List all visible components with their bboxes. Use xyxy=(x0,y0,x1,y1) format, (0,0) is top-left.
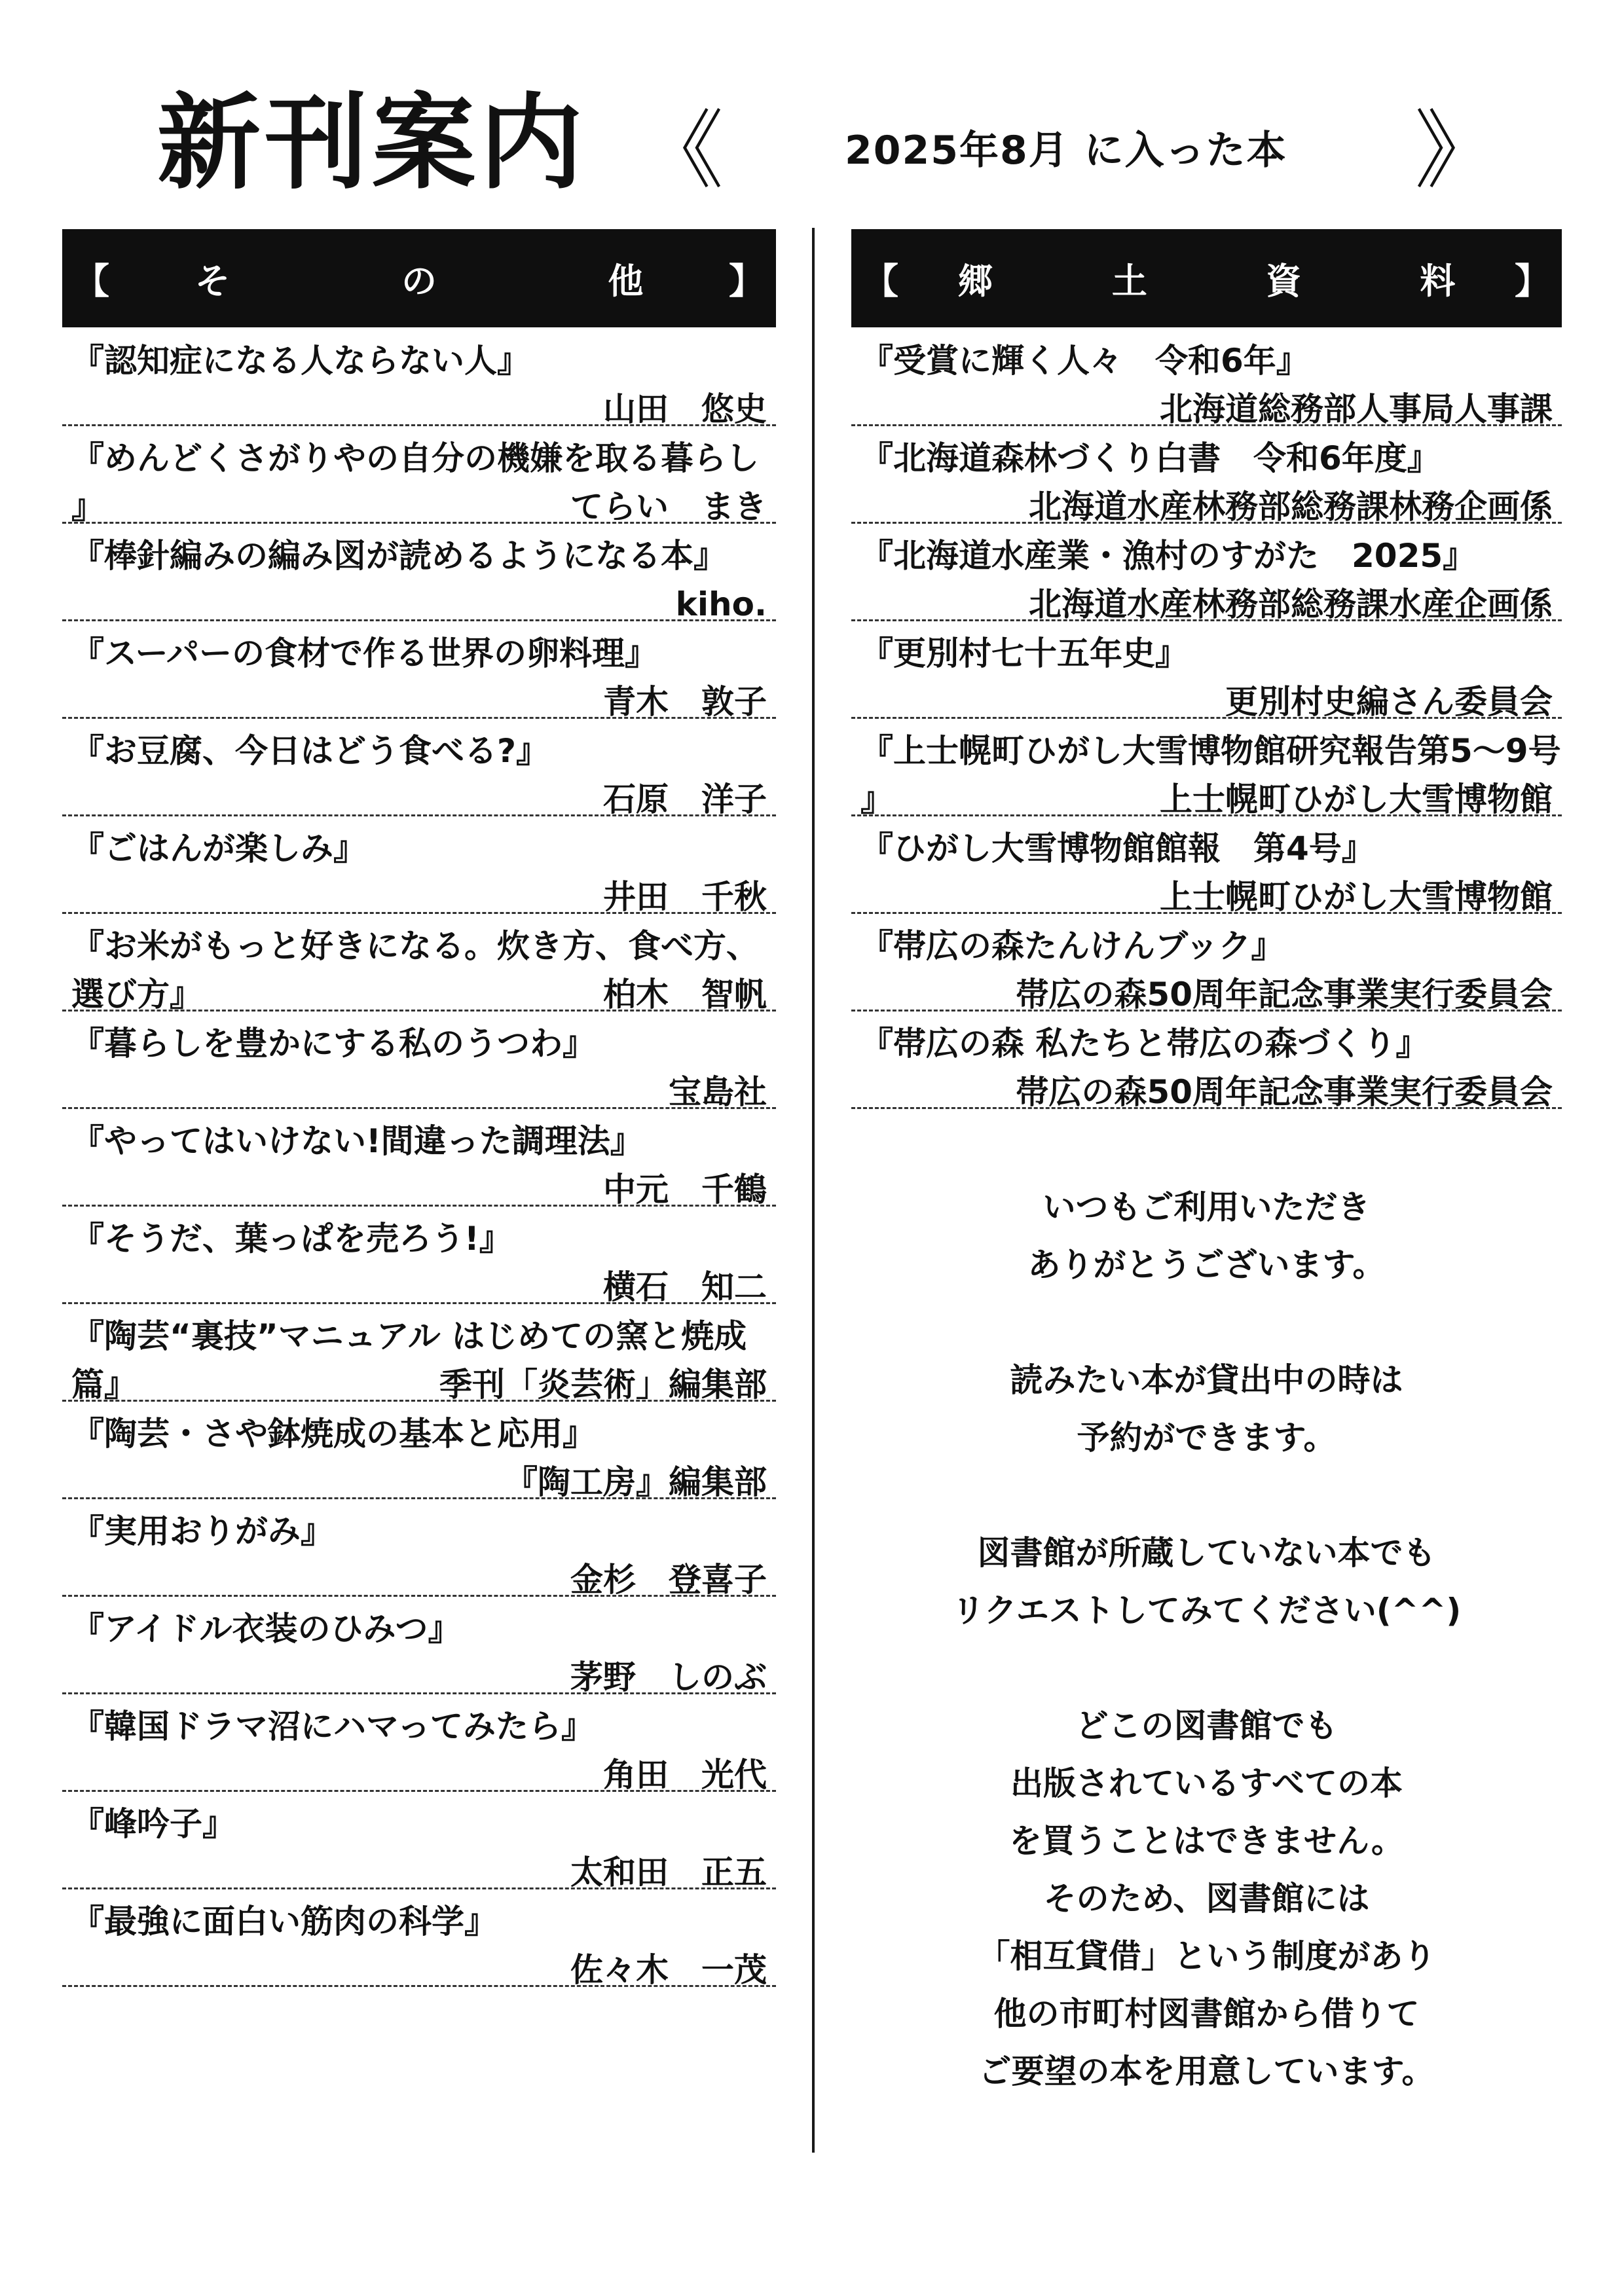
page-title: 新刊案内 xyxy=(157,83,587,204)
book-author: 青木 敦子 xyxy=(603,683,767,721)
book-entry xyxy=(62,1694,776,1792)
book-title: 『お豆腐、今日はどう食べる?』 xyxy=(71,732,549,770)
book-title: 『棒針編みの編み図が読めるようになる本』 xyxy=(71,537,726,575)
book-title: 『受賞に輝く人々 令和6年』 xyxy=(860,342,1309,380)
book-author: 茅野 しのぶ xyxy=(570,1658,767,1696)
book-title: 『最強に面白い筋肉の科学』 xyxy=(71,1903,497,1941)
book-entry xyxy=(62,719,776,816)
book-entry xyxy=(62,1207,776,1304)
book-author: 佐々木 一茂 xyxy=(570,1951,767,1989)
section-title xyxy=(898,253,1515,304)
section-title-char: 土 xyxy=(1111,260,1147,302)
book-entry xyxy=(851,329,1562,426)
book-author: 横石 知二 xyxy=(603,1268,767,1306)
section-bracket-open: 【 xyxy=(863,260,898,302)
book-author: 角田 光代 xyxy=(603,1756,767,1794)
book-title: 『実用おりがみ』 xyxy=(71,1512,333,1550)
book-entry xyxy=(62,1304,776,1402)
library-notice xyxy=(851,1178,1562,2158)
book-author: 中元 千鶴 xyxy=(603,1171,767,1209)
book-author: 山田 悠史 xyxy=(603,390,767,428)
book-title: 『更別村七十五年史』 xyxy=(860,634,1188,672)
book-entry xyxy=(851,719,1562,816)
book-entry xyxy=(851,524,1562,621)
book-title: 『峰吟子』 xyxy=(71,1805,235,1843)
section-title-char: の xyxy=(401,260,437,302)
page-subtitle: 2025年8月 に入った本 xyxy=(845,128,1287,173)
section-bracket-close: 】 xyxy=(729,260,764,302)
book-author: 更別村史編さん委員会 xyxy=(1225,683,1553,721)
notice-line: 読みたい本が貸出中の時は xyxy=(1010,1361,1403,1399)
book-title: 『上士幌町ひがし大雪博物館研究報告第5～9号』 xyxy=(860,732,1561,818)
other-books-column xyxy=(62,229,776,1987)
book-author: 季刊「炎芸術」編集部 xyxy=(439,1366,767,1404)
book-title: 『北海道水産業・漁村のすがた 2025』 xyxy=(860,537,1476,575)
book-list xyxy=(62,329,776,1987)
book-title: 『陶芸“裏技”マニュアル はじめての窯と焼成篇』 xyxy=(71,1317,747,1404)
book-entry xyxy=(62,1597,776,1694)
book-author: 井田 千秋 xyxy=(603,878,767,916)
section-title-char: 郷 xyxy=(957,260,993,302)
book-entry xyxy=(62,1499,776,1597)
notice-line: ご要望の本を用意しています。 xyxy=(978,2052,1435,2090)
book-title: 『ひがし大雪博物館館報 第4号』 xyxy=(860,829,1375,867)
notice-line: いつもご利用いただき xyxy=(1043,1188,1371,1226)
notice-paragraph xyxy=(851,1697,1562,2100)
book-title: 『陶芸・さや鉢焼成の基本と応用』 xyxy=(71,1415,595,1453)
book-author: 石原 洋子 xyxy=(603,780,767,818)
book-title: 『めんどくさがりやの自分の機嫌を取る暮らし』 xyxy=(71,439,759,526)
book-author: 『陶工房』編集部 xyxy=(505,1463,767,1501)
book-title: 『スーパーの食材で作る世界の卵料理』 xyxy=(71,634,657,672)
book-title: 『暮らしを豊かにする私のうつわ』 xyxy=(71,1025,595,1063)
book-title: 『そうだ、葉っぱを売ろう!』 xyxy=(71,1220,512,1258)
book-author: 上士幌町ひがし大雪博物館 xyxy=(1160,780,1553,818)
notice-line: 他の市町村図書館から借りて xyxy=(993,1995,1420,2033)
book-author: kiho. xyxy=(675,585,767,623)
section-header-local xyxy=(851,229,1562,327)
section-title-char: 料 xyxy=(1420,260,1456,302)
book-author: てらい まき xyxy=(570,488,767,526)
notice-line: を買うことはできません。 xyxy=(1009,1822,1404,1860)
book-title: 『北海道森林づくり白書 令和6年度』 xyxy=(860,439,1440,477)
book-entry xyxy=(62,621,776,719)
notice-line: 予約ができます。 xyxy=(1077,1419,1337,1457)
book-entry xyxy=(62,1402,776,1499)
book-list xyxy=(851,329,1562,1109)
book-entry xyxy=(851,426,1562,524)
book-entry xyxy=(62,1011,776,1109)
book-entry xyxy=(62,1889,776,1987)
notice-line: 「相互貸借」という制度があり xyxy=(977,1937,1436,1975)
book-author: 北海道総務部人事局人事課 xyxy=(1160,390,1553,428)
section-title xyxy=(109,253,729,304)
book-author: 上士幌町ひがし大雪博物館 xyxy=(1160,878,1553,916)
section-bracket-open: 【 xyxy=(74,260,109,302)
book-entry xyxy=(851,621,1562,719)
page-header xyxy=(0,0,1624,216)
notice-line: 図書館が所蔵していない本でも xyxy=(977,1534,1436,1572)
book-entry xyxy=(62,1109,776,1207)
book-author: 北海道水産林務部総務課水産企画係 xyxy=(1029,585,1553,623)
book-title: 『帯広の森 私たちと帯広の森づくり』 xyxy=(860,1025,1429,1063)
notice-line: どこの図書館でも xyxy=(1075,1707,1338,1745)
section-header-other xyxy=(62,229,776,327)
book-author: 帯広の森50周年記念事業実行委員会 xyxy=(1016,975,1553,1013)
notice-line: リクエストしてみてください(^^) xyxy=(951,1592,1462,1630)
subtitle-close-bracket: 》 xyxy=(1414,101,1500,200)
book-title: 『ごはんが楽しみ』 xyxy=(71,829,366,867)
notice-line: ありがとうございます。 xyxy=(1027,1246,1386,1284)
book-entry xyxy=(62,524,776,621)
section-title-char: 他 xyxy=(608,260,644,302)
book-author: 宝島社 xyxy=(669,1073,767,1111)
book-title: 『認知症になる人ならない人』 xyxy=(71,342,530,380)
book-entry xyxy=(851,1011,1562,1109)
book-author: 太和田 正五 xyxy=(570,1853,767,1891)
book-title: 『韓国ドラマ沼にハマってみたら』 xyxy=(71,1707,594,1745)
notice-line: そのため、図書館には xyxy=(1043,1880,1370,1918)
notice-paragraph xyxy=(851,1524,1562,1639)
book-entry xyxy=(62,426,776,524)
book-entry xyxy=(62,329,776,426)
book-author: 金杉 登喜子 xyxy=(570,1561,767,1599)
section-title-char: 資 xyxy=(1266,260,1302,302)
book-entry xyxy=(62,1792,776,1889)
book-entry xyxy=(62,914,776,1011)
notice-line: 出版されているすべての本 xyxy=(1010,1764,1403,1802)
column-divider xyxy=(812,228,815,2153)
book-entry xyxy=(851,816,1562,914)
book-title: 『アイドル衣装のひみつ』 xyxy=(71,1610,461,1648)
local-materials-column xyxy=(851,229,1562,1109)
book-title: 『やってはいけない!間違った調理法』 xyxy=(71,1122,643,1160)
notice-paragraph xyxy=(851,1178,1562,1294)
subtitle-open-bracket: 《 xyxy=(638,101,724,200)
section-title-char: そ xyxy=(194,260,231,302)
book-title: 『お米がもっと好きになる。炊き方、食べ方、選び方』 xyxy=(71,927,759,1013)
book-author: 帯広の森50周年記念事業実行委員会 xyxy=(1016,1073,1553,1111)
book-entry xyxy=(62,816,776,914)
book-entry xyxy=(851,914,1562,1011)
book-title: 『帯広の森たんけんブック』 xyxy=(860,927,1284,965)
book-author: 柏木 智帆 xyxy=(603,975,767,1013)
section-bracket-close: 】 xyxy=(1515,260,1550,302)
book-author: 北海道水産林務部総務課林務企画係 xyxy=(1029,488,1553,526)
notice-paragraph xyxy=(851,1351,1562,1467)
